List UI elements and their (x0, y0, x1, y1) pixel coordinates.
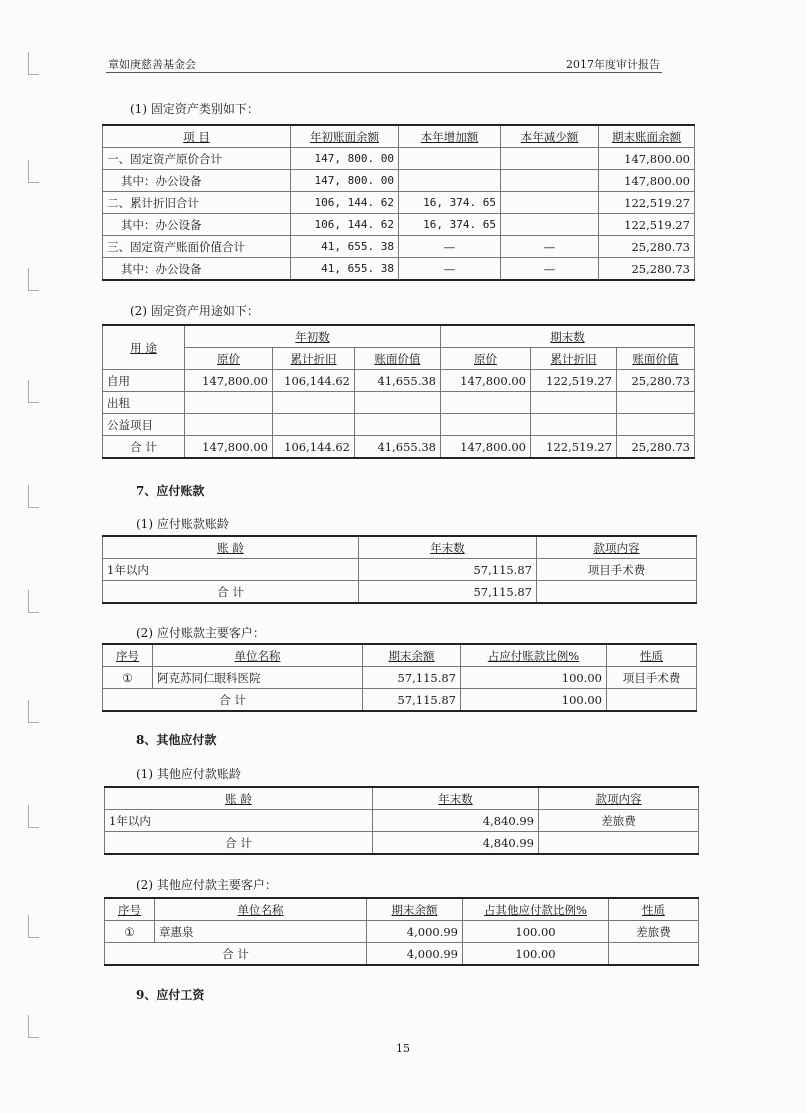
table-cell: 阿克苏同仁眼科医院 (153, 667, 363, 689)
table-header-row (103, 644, 697, 667)
section-8-aging-table (104, 786, 699, 855)
table-cell: 25,280.73 (599, 236, 695, 258)
table-cell: 16, 374. 65 (399, 214, 501, 236)
margin-mark (28, 590, 39, 613)
table-row (103, 214, 695, 236)
table-cell: — (399, 236, 501, 258)
section-7-aging-title: (1) 应付账款账龄 (136, 517, 229, 531)
table-cell: 41, 655. 38 (291, 236, 399, 258)
table-cell: 项目手术费 (607, 667, 697, 689)
section-8-aging-title: (1) 其他应付款账龄 (136, 767, 241, 781)
table-cell: 147, 800. 00 (291, 148, 399, 170)
table-cell (501, 192, 599, 214)
table-row (103, 192, 695, 214)
section-7-aging-table (102, 535, 697, 604)
table-cell (399, 148, 501, 170)
margin-mark (28, 52, 39, 75)
column-header: 账面价值 (355, 348, 441, 370)
table-cell: ① (103, 667, 153, 689)
table-cell (399, 170, 501, 192)
table-row (103, 436, 695, 459)
table-cell: 106, 144. 62 (291, 192, 399, 214)
column-header: 性质 (609, 898, 699, 921)
table-cell: 122,519.27 (599, 192, 695, 214)
table-cell: 100.00 (461, 689, 607, 712)
table-row (103, 170, 695, 192)
column-header: 年初账面余额 (291, 125, 399, 148)
column-header: 原价 (185, 348, 273, 370)
table-row (105, 943, 699, 966)
table-cell: 147,800.00 (185, 436, 273, 459)
margin-mark (28, 160, 39, 183)
table-cell (537, 581, 697, 604)
table-cell (607, 689, 697, 712)
table-cell (501, 214, 599, 236)
table-cell: 16, 374. 65 (399, 192, 501, 214)
table-cell: ① (105, 921, 155, 943)
table-cell: 25,280.73 (617, 370, 695, 392)
table-cell: 41, 655. 38 (291, 258, 399, 281)
column-header: 本年减少额 (501, 125, 599, 148)
table-cell: 147,800.00 (441, 370, 531, 392)
column-header: 原价 (441, 348, 531, 370)
column-header: 累计折旧 (273, 348, 355, 370)
table-cell (617, 392, 695, 414)
column-header: 期末账面余额 (599, 125, 695, 148)
column-header: 累计折旧 (531, 348, 617, 370)
column-header: 年末数 (373, 787, 539, 810)
table-row (103, 689, 697, 712)
table-cell: 122,519.27 (531, 436, 617, 459)
table-cell: 147,800.00 (441, 436, 531, 459)
table-cell: 57,115.87 (363, 667, 461, 689)
table-cell: 合 计 (103, 689, 363, 712)
column-header: 项 目 (103, 125, 291, 148)
table-cell: 122,519.27 (599, 214, 695, 236)
table-row (103, 148, 695, 170)
column-header: 序号 (105, 898, 155, 921)
table-cell: 合 计 (103, 436, 185, 459)
table-cell (273, 392, 355, 414)
column-header: 序号 (103, 644, 153, 667)
table-cell: 122,519.27 (531, 370, 617, 392)
table-cell (441, 392, 531, 414)
table-header-row (103, 536, 697, 559)
table-row (103, 258, 695, 281)
table-cell: 147,800.00 (185, 370, 273, 392)
column-header: 单位名称 (153, 644, 363, 667)
column-header: 占其他应付款比例% (463, 898, 609, 921)
table-cell: — (501, 258, 599, 281)
table-cell: 自用 (103, 370, 185, 392)
table-cell: 合 计 (105, 943, 367, 966)
table-cell: 其中：办公设备 (103, 170, 291, 192)
group-header: 期末数 (441, 325, 695, 348)
section-7-customers-table (102, 643, 697, 712)
table-row (103, 392, 695, 414)
table-row (105, 810, 699, 832)
table-cell (609, 943, 699, 966)
column-header: 款项内容 (537, 536, 697, 559)
table-cell: 公益项目 (103, 414, 185, 436)
table-header-row (105, 787, 699, 810)
table-cell: 4,840.99 (373, 810, 539, 832)
column-header: 占应付账款比例% (461, 644, 607, 667)
table-cell: 其中：办公设备 (103, 258, 291, 281)
table-cell (501, 148, 599, 170)
table-cell: 1年以内 (103, 559, 359, 581)
table-cell: 4,840.99 (373, 832, 539, 855)
table-header-row (103, 348, 695, 370)
section-7-title: 7、应付账款 (136, 484, 205, 498)
table-cell: 1年以内 (105, 810, 373, 832)
table-header-row (105, 898, 699, 921)
table-cell: 100.00 (463, 943, 609, 966)
table-cell: 106,144.62 (273, 370, 355, 392)
table-cell: — (501, 236, 599, 258)
table-cell (617, 414, 695, 436)
table-row (105, 921, 699, 943)
fixed-assets-use-table (102, 324, 695, 459)
section-8-customers-title: (2) 其他应付款主要客户： (136, 878, 277, 892)
page-number: 15 (396, 1042, 410, 1055)
column-header: 单位名称 (155, 898, 367, 921)
column-header: 账 龄 (103, 536, 359, 559)
table-cell: 57,115.87 (359, 559, 537, 581)
table-cell: 4,000.99 (367, 921, 463, 943)
table-cell: 章惠泉 (155, 921, 367, 943)
table-cell: 差旅费 (539, 810, 699, 832)
table-cell (273, 414, 355, 436)
table-cell (355, 392, 441, 414)
table-cell: 100.00 (461, 667, 607, 689)
table-row (103, 559, 697, 581)
column-header: 期末余额 (363, 644, 461, 667)
table-cell (531, 414, 617, 436)
table-cell: 项目手术费 (537, 559, 697, 581)
margin-mark (28, 805, 39, 828)
table-row (103, 236, 695, 258)
table-cell: — (399, 258, 501, 281)
table-cell: 25,280.73 (617, 436, 695, 459)
table-cell: 147,800.00 (599, 148, 695, 170)
table-row (103, 667, 697, 689)
column-header: 账面价值 (617, 348, 695, 370)
table-cell: 25,280.73 (599, 258, 695, 281)
table-cell: 差旅费 (609, 921, 699, 943)
section-8-title: 8、其他应付款 (136, 733, 217, 747)
table-cell: 147, 800. 00 (291, 170, 399, 192)
column-header: 年末数 (359, 536, 537, 559)
fixed-assets-category-title: (1) 固定资产类别如下： (130, 102, 259, 116)
table-row (103, 414, 695, 436)
table-header-row (103, 325, 695, 348)
table-cell (185, 414, 273, 436)
table-cell: 57,115.87 (359, 581, 537, 604)
header-report: 2017年度审计报告 (566, 58, 660, 71)
column-header: 性质 (607, 644, 697, 667)
section-8-customers-table (104, 897, 699, 966)
table-cell (355, 414, 441, 436)
column-header: 款项内容 (539, 787, 699, 810)
table-cell (501, 170, 599, 192)
header-org: 章如庚慈善基金会 (108, 58, 196, 71)
table-cell (539, 832, 699, 855)
fixed-assets-use-title: (2) 固定资产用途如下： (130, 304, 259, 318)
table-cell: 106,144.62 (273, 436, 355, 459)
table-cell (441, 414, 531, 436)
margin-mark (28, 1015, 39, 1038)
table-cell: 147,800.00 (599, 170, 695, 192)
margin-mark (28, 700, 39, 723)
column-header: 账 龄 (105, 787, 373, 810)
margin-mark (28, 485, 39, 508)
table-cell: 合 计 (103, 581, 359, 604)
table-cell (185, 392, 273, 414)
table-cell: 二、累计折旧合计 (103, 192, 291, 214)
section-9-title: 9、应付工资 (136, 988, 205, 1002)
margin-mark (28, 380, 39, 403)
fixed-assets-category-table (102, 124, 695, 281)
table-cell: 106, 144. 62 (291, 214, 399, 236)
table-header-row (103, 125, 695, 148)
table-cell: 其中：办公设备 (103, 214, 291, 236)
table-cell: 三、固定资产账面价值合计 (103, 236, 291, 258)
page-header (106, 54, 662, 73)
table-row (103, 581, 697, 604)
column-header: 期末余额 (367, 898, 463, 921)
table-cell: 41,655.38 (355, 370, 441, 392)
table-cell: 4,000.99 (367, 943, 463, 966)
table-cell: 41,655.38 (355, 436, 441, 459)
column-header: 用 途 (103, 325, 185, 370)
table-cell: 合 计 (105, 832, 373, 855)
column-header: 本年增加额 (399, 125, 501, 148)
table-row (105, 832, 699, 855)
table-cell: 出租 (103, 392, 185, 414)
table-cell: 100.00 (463, 921, 609, 943)
margin-mark (28, 268, 39, 291)
table-cell: 57,115.87 (363, 689, 461, 712)
table-cell (531, 392, 617, 414)
margin-mark (28, 915, 39, 938)
table-cell: 一、固定资产原价合计 (103, 148, 291, 170)
section-7-customers-title: (2) 应付账款主要客户： (136, 626, 265, 640)
group-header: 年初数 (185, 325, 441, 348)
table-row (103, 370, 695, 392)
